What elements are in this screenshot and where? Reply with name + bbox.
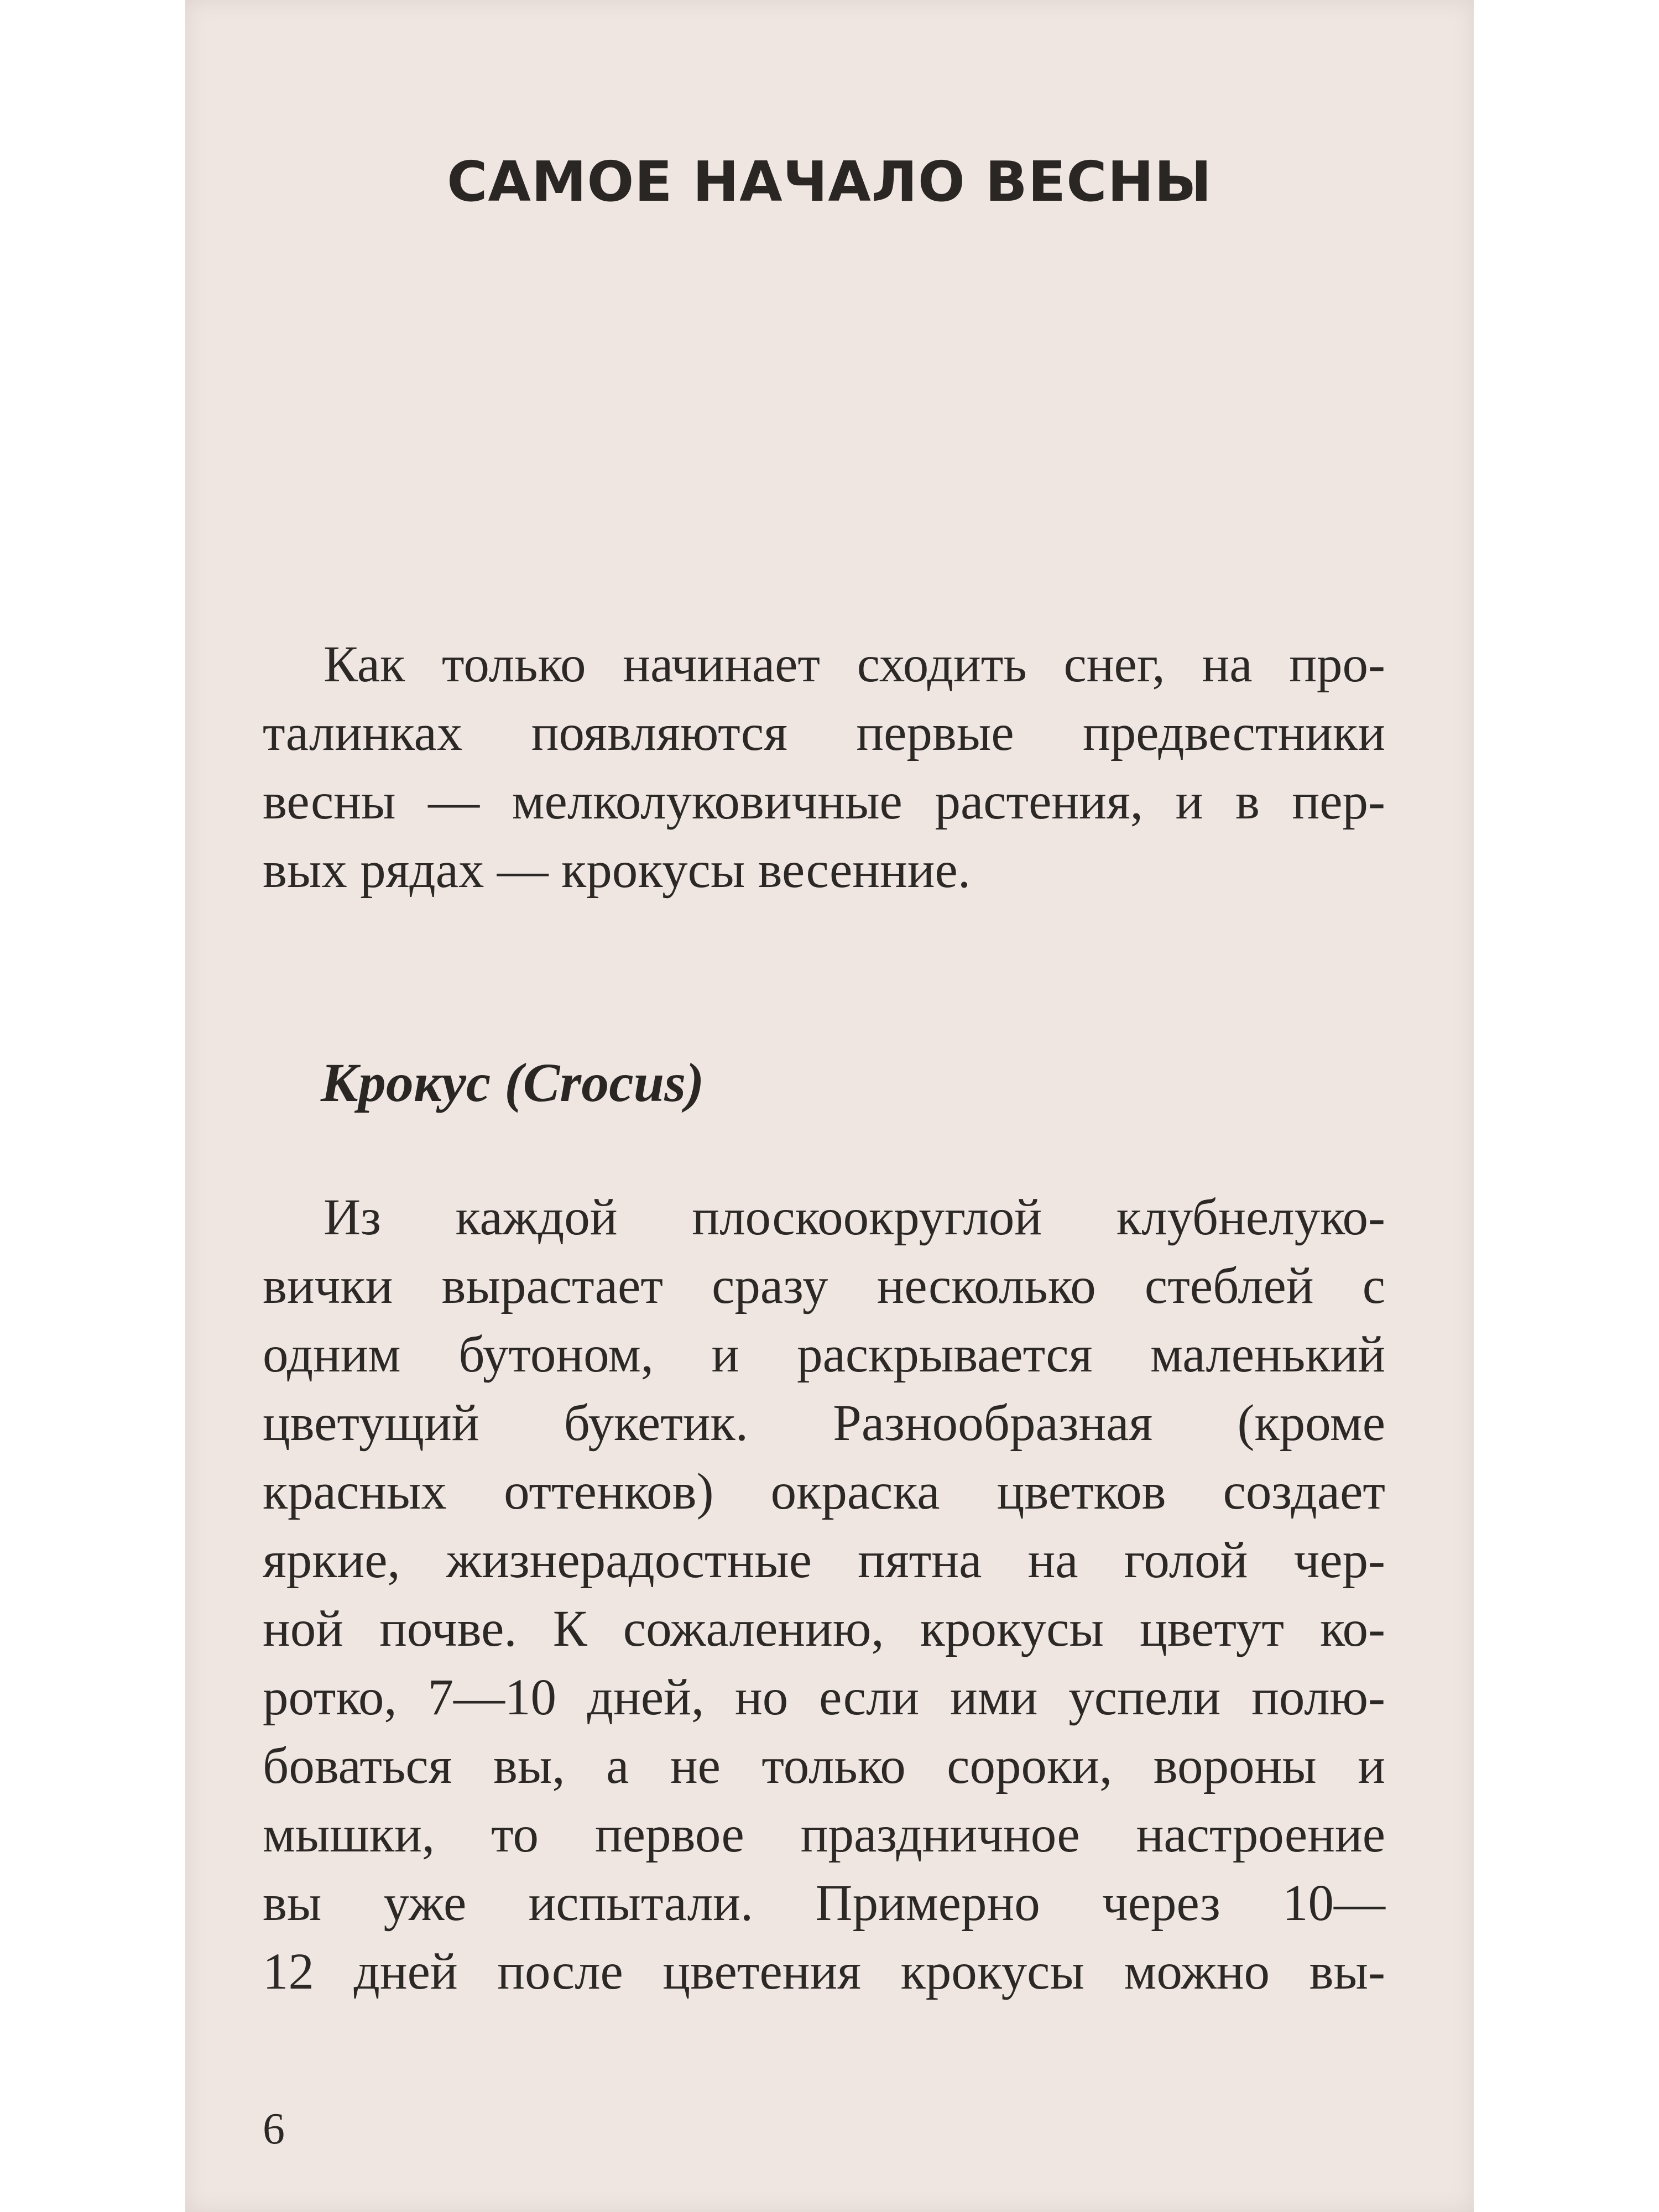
page-number: 6 <box>263 2105 285 2153</box>
intro-line: вых рядах — крокусы весенние. <box>263 842 971 899</box>
body-line: ной почве. К сожалению, крокусы цветут ко- <box>263 1600 1385 1657</box>
body-line: красных оттенков) окраска цветков создает <box>263 1463 1385 1520</box>
chapter-title: САМОЕ НАЧАЛО ВЕСНЫ <box>447 149 1212 214</box>
intro-line: весны — мелколуковичные растения, и в пер- <box>263 773 1385 830</box>
body-line: яркие, жизнерадостные пятна на голой чер- <box>263 1532 1385 1589</box>
body-line: вы уже испытали. Примерно через 10— <box>263 1875 1385 1932</box>
body-line: Из каждой плоскоокруглой клубнелуко- <box>324 1189 1385 1246</box>
intro-paragraph <box>263 630 1385 905</box>
intro-line: Как только начинает сходить снег, на про- <box>324 636 1385 693</box>
body-line: 12 дней после цветения крокусы можно вы- <box>263 1943 1385 2000</box>
body-line: одним бутоном, и раскрывается маленький <box>263 1326 1385 1383</box>
intro-line: талинках появляются первые предвестники <box>263 705 1385 761</box>
body-line: боваться вы, а не только сороки, вороны и <box>263 1738 1385 1794</box>
body-line: цветущий букетик. Разнообразная (кроме <box>263 1395 1385 1452</box>
body-paragraph <box>263 1183 1385 2006</box>
body-line: вички вырастает сразу несколько стеблей с <box>263 1258 1385 1314</box>
body-line: мышки, то первое праздничное настроение <box>263 1806 1385 1863</box>
body-line: ротко, 7—10 дней, но если ими успели полю- <box>263 1669 1385 1726</box>
section-title: Крокус (Crocus) <box>321 1052 705 1113</box>
book-page <box>185 0 1474 2212</box>
